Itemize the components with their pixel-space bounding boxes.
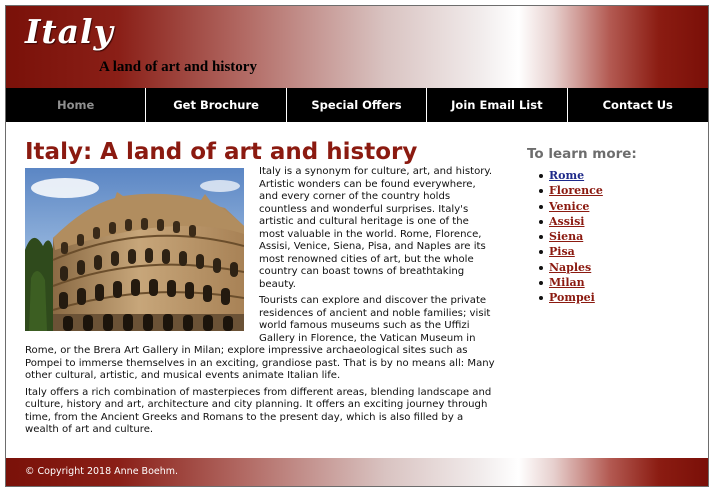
- list-item: [539, 244, 697, 259]
- link-pisa[interactable]: Pisa: [549, 245, 575, 259]
- list-item: [539, 183, 697, 198]
- link-pompei[interactable]: Pompei: [549, 291, 595, 305]
- city-links-list: [527, 168, 697, 306]
- site-tagline: A land of art and history: [99, 59, 257, 75]
- colosseum-image: [25, 168, 244, 331]
- page-container: [5, 5, 709, 487]
- link-rome[interactable]: Rome: [549, 169, 585, 182]
- nav-special-offers[interactable]: Special Offers: [287, 88, 427, 122]
- main-content: [25, 138, 497, 441]
- nav-join-email-list[interactable]: Join Email List: [427, 88, 567, 122]
- nav-get-brochure[interactable]: Get Brochure: [146, 88, 286, 122]
- sidebar: [527, 146, 697, 306]
- site-header: [6, 6, 708, 88]
- link-florence[interactable]: Florence: [549, 184, 603, 198]
- page-title: Italy: A land of art and history: [25, 139, 418, 165]
- link-naples[interactable]: Naples: [549, 260, 592, 274]
- intro-paragraph: Italy is a synonym for culture, art, and history. Artistic wonders can be found everywhere, and every corner of the country holds countless and wonderful surprises. Italy's artistic and cultural heritage is one of the most valuable in the world. Rome, Florence, Assisi, Venice, Siena, Pisa, and Naples are its most renowned cities of art, but the whole country can boast towns of breathtaking beauty.: [259, 166, 493, 290]
- tourism-paragraph: Tourists can explore and discover the private residences of ancient and noble families; visit world famous museums such as the Uffizi Gallery in Florence, the Vatican Museum in Rome, or the Brera Art Gallery in Milan; explore impressive archaeological sites such as Pompei to immerse themselves in an exciting, grandiose past. That is by no means all: Many other cultural, artistic, and musical events animate Italian life.: [25, 295, 495, 381]
- site-footer: [6, 458, 708, 486]
- list-item: [539, 199, 697, 214]
- copyright-text: © Copyright 2018 Anne Boehm.: [25, 466, 179, 477]
- list-item: [539, 214, 697, 229]
- main-nav: [6, 88, 708, 122]
- list-item: [539, 290, 697, 305]
- list-item: [539, 229, 697, 244]
- list-item: [539, 275, 697, 290]
- list-item: [539, 260, 697, 275]
- list-item: [539, 168, 697, 183]
- link-venice[interactable]: Venice: [549, 199, 590, 213]
- masterpieces-paragraph: Italy offers a rich combination of masterpieces from different areas, blending landscape and culture, history and art, architecture and city planning. It offers an exciting journey through time, from the Ancient Greeks and Romans to the present day, which is also filled by a wealth of art and culture.: [25, 386, 492, 435]
- site-logo[interactable]: Italy: [25, 12, 114, 51]
- link-siena[interactable]: Siena: [549, 230, 584, 244]
- link-milan[interactable]: Milan: [549, 276, 585, 290]
- nav-contact-us[interactable]: Contact Us: [602, 98, 673, 112]
- nav-home[interactable]: Home: [6, 88, 146, 122]
- link-assisi[interactable]: Assisi: [549, 214, 585, 228]
- sidebar-title: To learn more:: [527, 146, 637, 162]
